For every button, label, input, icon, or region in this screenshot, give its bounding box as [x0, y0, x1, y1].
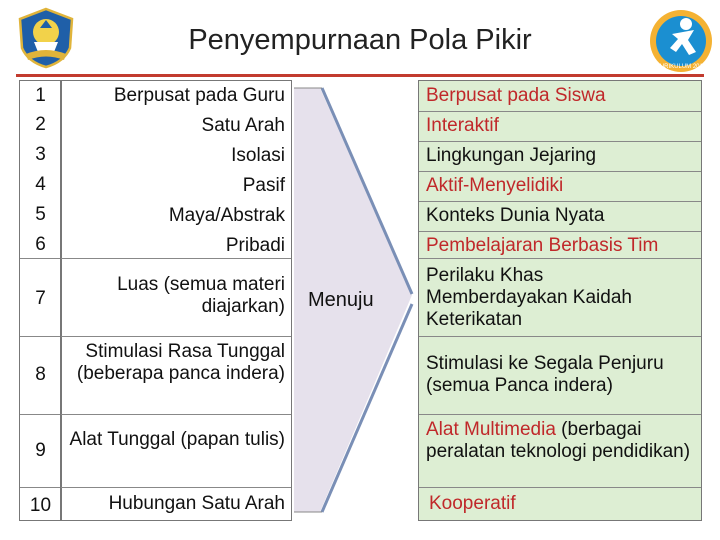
student-item — [426, 419, 698, 463]
student-item: Interaktif — [426, 115, 499, 136]
student-centered-column — [418, 80, 702, 521]
row-number: 4 — [35, 174, 46, 195]
page-title: Penyempurnaan Pola Pikir — [188, 24, 532, 56]
row-divider — [61, 414, 291, 415]
teacher-centered-column — [60, 80, 292, 521]
row-number: 7 — [35, 288, 46, 309]
teacher-item: Pribadi — [225, 235, 285, 256]
row-divider — [419, 336, 701, 337]
student-item: Lingkungan Jejaring — [426, 145, 597, 166]
row-number: 10 — [29, 495, 52, 516]
row-divider — [20, 487, 61, 488]
student-item: Perilaku Khas Memberdayakan Kaidah Keterikatan — [426, 265, 632, 330]
student-item-highlight: Alat Multimedia — [426, 419, 556, 440]
student-item: Kooperatif — [429, 493, 516, 514]
teacher-item: Maya/Abstrak — [168, 205, 285, 226]
row-number: 1 — [35, 85, 46, 106]
logo-text: KURIKULUM 2013 — [655, 64, 707, 70]
teacher-item: Luas (semua materi diajarkan) — [117, 274, 285, 317]
row-divider — [419, 201, 701, 202]
student-item: Aktif-Menyelidiki — [426, 175, 564, 196]
student-item: Stimulasi ke Segala Penjuru (semua Panca indera) — [426, 353, 664, 396]
teacher-item: Satu Arah — [201, 115, 285, 136]
kurikulum-2013-logo-icon — [648, 8, 714, 74]
menuju-label: Menuju — [308, 289, 374, 311]
title-divider — [16, 74, 704, 77]
teacher-item: Berpusat pada Guru — [113, 85, 285, 106]
row-divider — [419, 141, 701, 142]
row-number: 5 — [35, 204, 46, 225]
row-divider — [20, 336, 61, 337]
row-number: 3 — [35, 144, 46, 165]
row-divider — [419, 487, 701, 488]
row-number: 9 — [35, 440, 46, 461]
row-divider — [419, 231, 701, 232]
teacher-item: Stimulasi Rasa Tunggal (beberapa panca indera) — [76, 341, 285, 384]
teacher-item: Isolasi — [231, 145, 285, 166]
row-divider — [61, 258, 291, 259]
teacher-item: Alat Tunggal (papan tulis) — [69, 429, 285, 450]
row-number: 6 — [35, 234, 46, 255]
row-divider — [419, 414, 701, 415]
student-item: Berpusat pada Siswa — [426, 85, 606, 106]
student-item: Pembelajaran Berbasis Tim — [426, 235, 659, 256]
row-number-column — [19, 80, 62, 521]
row-divider — [419, 258, 701, 259]
teacher-item: Pasif — [242, 175, 285, 196]
tut-wuri-handayani-emblem-icon — [14, 6, 78, 70]
row-divider — [20, 414, 61, 415]
row-number: 2 — [35, 114, 46, 135]
row-divider — [419, 171, 701, 172]
student-item: Konteks Dunia Nyata — [426, 205, 605, 226]
row-number: 8 — [35, 364, 46, 385]
row-divider — [419, 111, 701, 112]
student-item-rest: (berbagai peralatan teknologi pendidikan) — [426, 419, 691, 462]
row-divider — [20, 258, 61, 259]
row-divider — [61, 487, 291, 488]
row-divider — [61, 336, 291, 337]
teacher-item: Hubungan Satu Arah — [108, 493, 285, 514]
